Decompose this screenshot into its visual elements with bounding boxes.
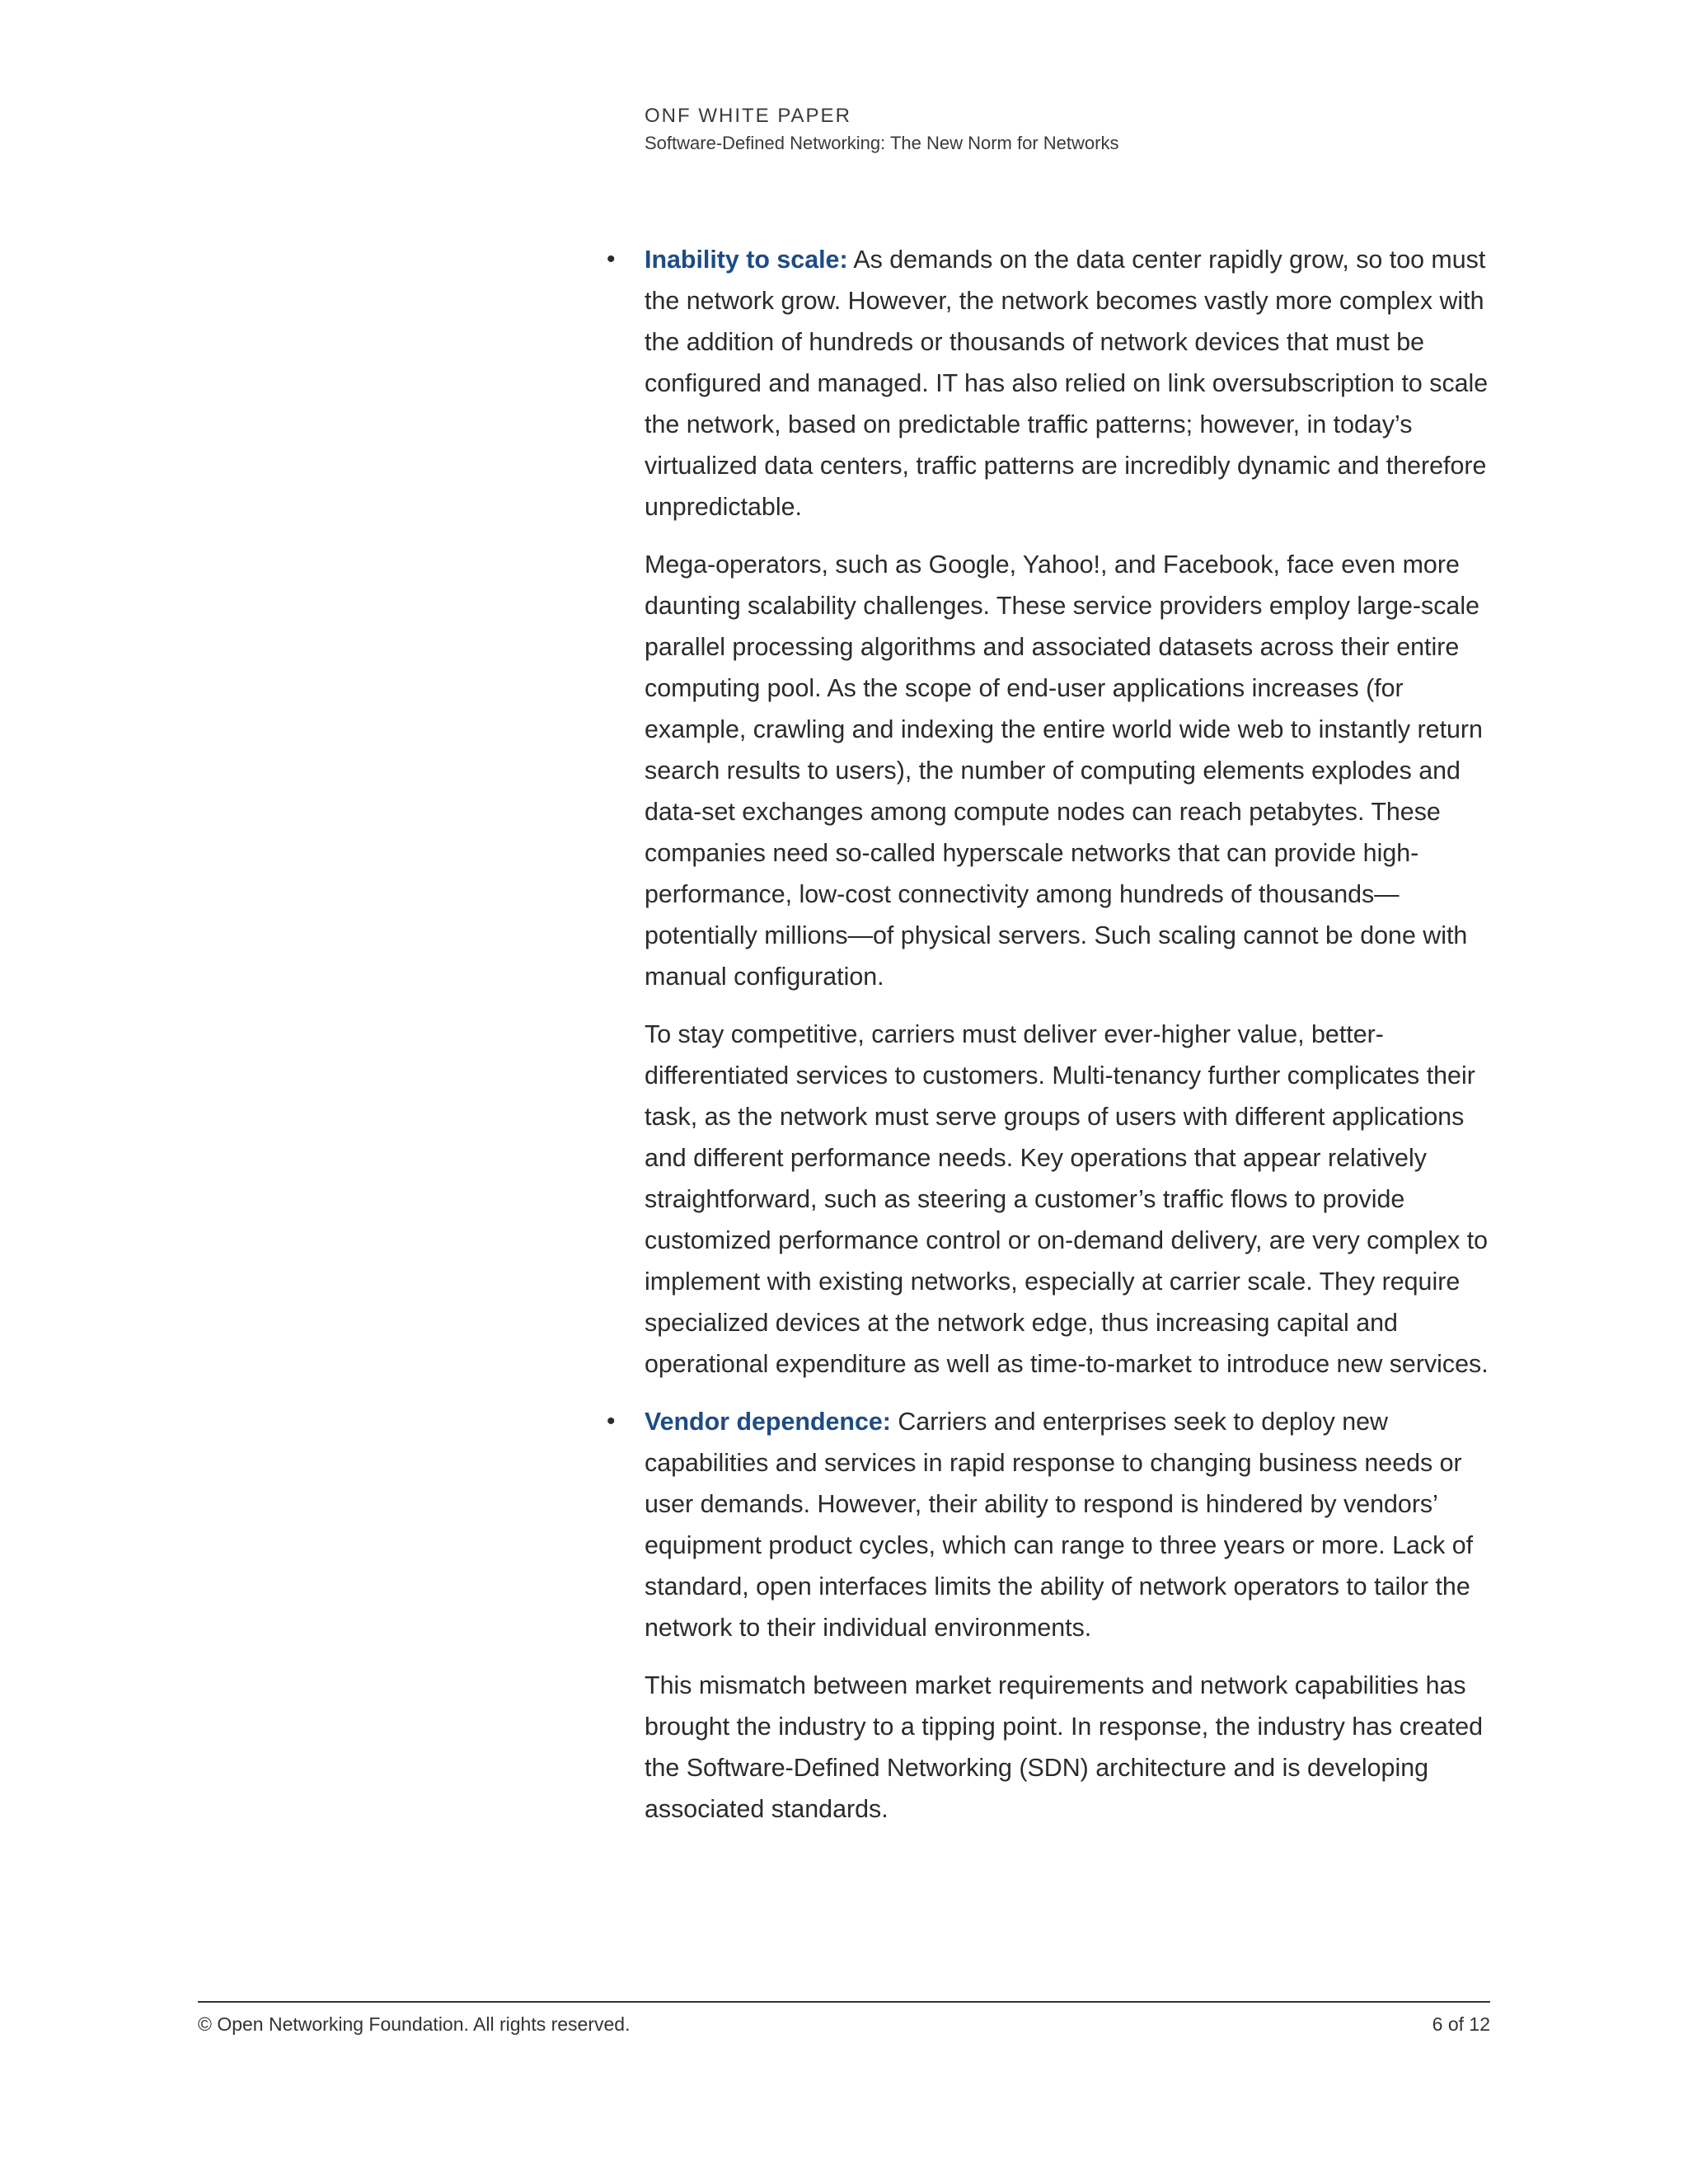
bullet-lead: Inability to scale: [645,246,848,274]
header-title: ONF WHITE PAPER [645,105,851,127]
paragraph-text: As demands on the data center rapidly grow, so too must the network grow. However, the network becomes vastly more complex with the addition of hundreds or thousands of network devices that must be configured and managed. IT has also relied on link oversubscription to scale the network, based on predictable traffic patterns; however, in today’s virtualized data centers, traffic patterns are incredibly dynamic and therefore unpredictable. [645,246,1489,521]
paragraph-text: Carriers and enterprises seek to deploy new capabilities and services in rapid response to changing business needs or user demands. However, their ability to respond is hindered by vendors’ equipment product cycles, which can range to three years or more. Lack of standard, open interfaces limits the ability of network operators to tailor the network to their individual environments. [645,1408,1474,1642]
paragraph-text: This mismatch between market requirements and network capabilities has brought the industry to a tipping point. In response, the industry has created the Software-Defined Networking (SDN) architecture and is developing associated standards. [645,1671,1484,1823]
paragraph-mismatch [645,1665,1493,1830]
footer-copyright: © Open Networking Foundation. All rights reserved. [198,2013,631,2035]
bullet-icon: • [607,1408,616,1435]
page-number: 6 of 12 [1432,2013,1490,2035]
paragraph-carriers [645,1014,1493,1385]
body-content [607,239,1493,1846]
bullet-item-vendor-dependence [607,1401,1493,1648]
header-subtitle: Software-Defined Networking: The New Norm for Networks [645,133,1119,153]
bullet-lead: Vendor dependence: [645,1408,891,1436]
bullet-icon: • [607,246,616,273]
paragraph-text: To stay competitive, carriers must deliver ever-higher value, better-differentiated services to customers. Multi-tenancy further complicates their task, as the network must serve groups of users with different applications and different performance needs. Key operations that appear relatively straightforward, such as steering a customer’s traffic flows to provide customized performance control or on-demand delivery, are very complex to implement with existing networks, especially at carrier scale. They require specialized devices at the network edge, thus increasing capital and operational expenditure as well as time-to-market to introduce new services. [645,1020,1489,1378]
paragraph-text: Mega-operators, such as Google, Yahoo!, and Facebook, face even more daunting scalability challenges. These service providers employ large-scale parallel processing algorithms and associated datasets across their entire computing pool. As the scope of end-user applications increases (for example, crawling and indexing the entire world wide web to instantly return search results to users), the number of computing elements explodes and data-set exchanges among compute nodes can reach petabytes. These companies need so-called hyperscale networks that can provide high-performance, low-cost connectivity among hundreds of thousands—potentially millions—of physical servers. Such scaling cannot be done with manual configuration. [645,551,1483,991]
paragraph-mega-operators [645,544,1493,997]
footer-divider [198,2001,1490,2003]
page-header [645,102,1551,157]
bullet-item-inability-to-scale [607,239,1493,527]
